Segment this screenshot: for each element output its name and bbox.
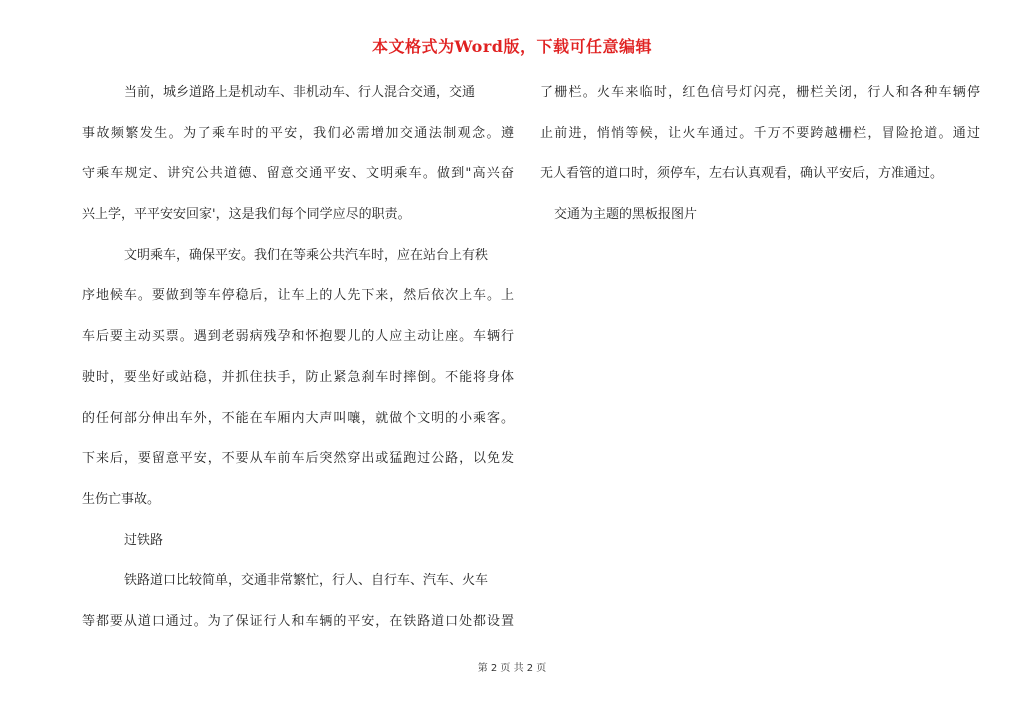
text-line: 无人看管的道口时，须停车，左右认真观看，确认平安后，方准通过。	[540, 166, 944, 182]
section-heading: 过铁路	[124, 532, 164, 548]
text-line: 铁路道口比较简单，交通非常繁忙，行人、自行车、汽车、火车	[124, 573, 489, 589]
text-line: 守乘车规定、讲究公共道德、留意交通平安、文明乘车。做到"高兴奋	[82, 166, 514, 182]
page-number-footer: 第 2 页 共 2 页	[477, 663, 547, 674]
text-line: 了栅栏。火车来临时，红色信号灯闪亮，栅栏关闭，行人和各种车辆停	[540, 85, 980, 100]
text-line: 驶时，要坐好或站稳，并抓住扶手，防止紧急刹车时摔倒。不能将身体	[82, 369, 514, 385]
text-line: 止前进，悄悄等候，让火车通过。千万不要跨越栅栏，冒险抢道。通过	[540, 125, 980, 141]
text-line: 当前，城乡道路上是机动车、非机动车、行人混合交通，交通	[124, 85, 476, 100]
text-line: 兴上学，平平安安回家'，这是我们每个同学应尽的职责。	[82, 207, 411, 223]
text-line: 文明乘车，确保平安。我们在等乘公共汽车时，应在站台上有秩	[124, 247, 489, 263]
image-caption: 交通为主题的黑板报图片	[554, 207, 698, 223]
text-line: 序地候车。要做到等车停稳后，让车上的人先下来，然后依次上车。上	[82, 288, 514, 304]
text-line: 事故频繁发生。为了乘车时的平安，我们必需增加交通法制观念。遵	[82, 125, 514, 141]
left-column	[82, 81, 514, 651]
text-line: 生伤亡事故。	[82, 491, 161, 507]
text-line: 的任何部分伸出车外，不能在车厢内大声叫嚷，就做个文明的小乘客。	[82, 410, 514, 426]
text-line: 下来后，要留意平安，不要从车前车后突然穿出或猛跑过公路，以免发	[82, 451, 514, 467]
text-line: 等都要从道口通过。为了保证行人和车辆的平安，在铁路道口处都设置	[82, 613, 514, 629]
document-banner: 本文格式为Word版，下载可任意编辑	[372, 37, 652, 56]
text-line: 车后要主动买票。遇到老弱病残孕和怀抱婴儿的人应主动让座。车辆行	[82, 329, 514, 345]
right-column	[540, 81, 980, 244]
